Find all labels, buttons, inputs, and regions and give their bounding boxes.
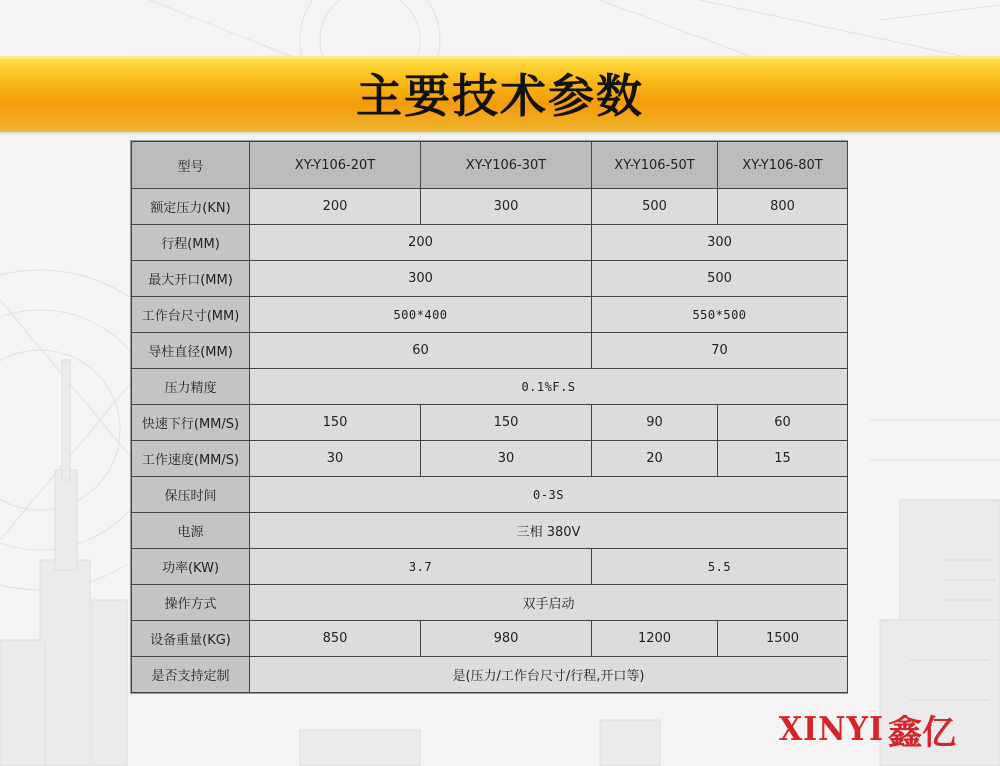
table-row [132,225,848,261]
cell-value: 980 [421,621,592,657]
table-row [132,477,848,513]
table-row [132,405,848,441]
row-label: 导柱直径(MM) [132,333,250,369]
header-model: XY-Y106-50T [592,142,718,189]
table-row [132,513,848,549]
row-label: 压力精度 [132,369,250,405]
cell-value: 500*400 [250,297,592,333]
page-title: 主要技术参数 [356,69,644,123]
row-label: 行程(MM) [132,225,250,261]
cell-value: 三相 380V [250,513,848,549]
title-banner [0,56,1000,132]
cell-value: 3.7 [250,549,592,585]
table-row [132,261,848,297]
cell-value: 200 [250,189,421,225]
row-label: 电源 [132,513,250,549]
cell-value: 5.5 [592,549,848,585]
row-label: 最大开口(MM) [132,261,250,297]
cell-value: 300 [592,225,848,261]
cell-value: 300 [421,189,592,225]
cell-value: 850 [250,621,421,657]
row-label: 设备重量(KG) [132,621,250,657]
cell-value: 550*500 [592,297,848,333]
cell-value: 800 [718,189,848,225]
row-label: 功率(KW) [132,549,250,585]
spec-table [131,141,848,693]
cell-value: 300 [250,261,592,297]
cell-value: 0-3S [250,477,848,513]
cell-value: 1500 [718,621,848,657]
cell-value: 双手启动 [250,585,848,621]
cell-value: 60 [250,333,592,369]
header-row [132,142,848,189]
cell-value: 30 [421,441,592,477]
cell-value: 60 [718,405,848,441]
cell-value: 1200 [592,621,718,657]
row-label: 工作台尺寸(MM) [132,297,250,333]
cell-value: 200 [250,225,592,261]
header-model: XY-Y106-80T [718,142,848,189]
logo-latin-text: XINYI [778,710,884,749]
table-row [132,189,848,225]
header-model: XY-Y106-20T [250,142,421,189]
table-row [132,585,848,621]
cell-value: 是(压力/工作台尺寸/行程,开口等) [250,657,848,693]
cell-value: 0.1%F.S [250,369,848,405]
cell-value: 500 [592,189,718,225]
row-label: 快速下行(MM/S) [132,405,250,441]
table-row [132,657,848,693]
cell-value: 15 [718,441,848,477]
brand-logo [779,705,956,754]
cell-value: 90 [592,405,718,441]
logo-chinese-text: 鑫亿 [888,713,956,753]
table-row [132,297,848,333]
header-model: XY-Y106-30T [421,142,592,189]
row-label: 工作速度(MM/S) [132,441,250,477]
row-label: 额定压力(KN) [132,189,250,225]
cell-value: 150 [250,405,421,441]
cell-value: 30 [250,441,421,477]
spec-table-container [131,141,847,693]
table-row [132,333,848,369]
row-label: 保压时间 [132,477,250,513]
cell-value: 20 [592,441,718,477]
cell-value: 500 [592,261,848,297]
cell-value: 150 [421,405,592,441]
row-label: 是否支持定制 [132,657,250,693]
header-label: 型号 [132,142,250,189]
table-row [132,369,848,405]
row-label: 操作方式 [132,585,250,621]
table-row [132,621,848,657]
table-row [132,441,848,477]
table-row [132,549,848,585]
cell-value: 70 [592,333,848,369]
